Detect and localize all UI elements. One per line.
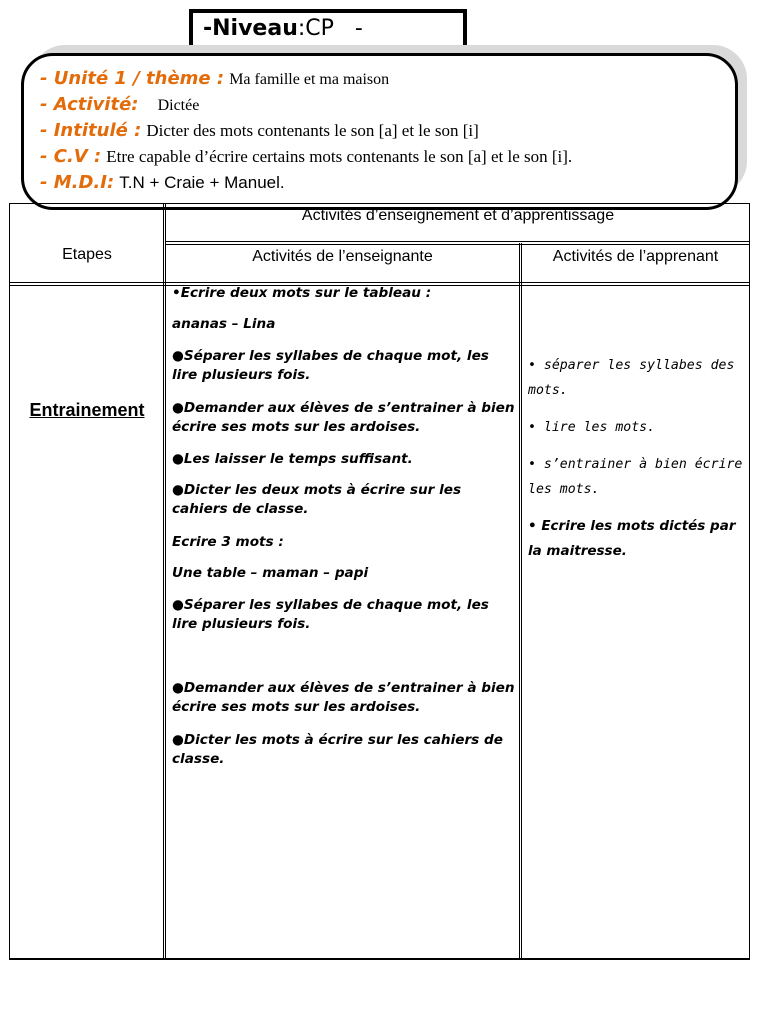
activite-label: - Activité: bbox=[40, 94, 139, 115]
cv-line bbox=[40, 144, 735, 170]
cv-value: Etre capable d’écrire certains mots contenants le son [a] et le son [i]. bbox=[106, 147, 573, 166]
unite-label: - Unité 1 / thème : bbox=[40, 68, 225, 89]
teacher-item: •Ecrire deux mots sur le tableau : bbox=[172, 285, 432, 301]
teacher-learner-divider bbox=[519, 243, 520, 960]
teacher-item: ●Demander aux élèves de s’entrainer à bien écrire ses mots sur les ardoises. bbox=[172, 400, 515, 435]
unite-line bbox=[40, 66, 735, 92]
teacher-learner-divider-inner bbox=[521, 243, 522, 960]
table-right-border bbox=[749, 203, 750, 960]
table-top-border bbox=[9, 203, 750, 204]
intitule-line bbox=[40, 118, 735, 144]
learner-item: • Ecrire les mots dictés par la maitresse. bbox=[528, 518, 736, 559]
lesson-info-box bbox=[21, 53, 738, 210]
mdi-value: T.N + Craie + Manuel. bbox=[119, 173, 285, 192]
unite-value: Ma famille et ma maison bbox=[229, 71, 390, 88]
table-left-border bbox=[9, 203, 10, 960]
learner-item: • séparer les syllabes des mots. bbox=[528, 358, 735, 398]
teacher-item: ●Dicter les mots à écrire sur les cahiers de classe. bbox=[172, 732, 503, 767]
activite-line bbox=[40, 92, 735, 118]
activite-value: Dictée bbox=[157, 97, 200, 114]
teacher-item: ●Demander aux élèves de s’entrainer à bien écrire ses mots sur les ardoises. bbox=[172, 680, 515, 715]
teacher-item: ananas – Lina bbox=[172, 316, 276, 332]
intitule-label: - Intitulé : bbox=[40, 120, 142, 141]
learner-item: • s’entrainer à bien écrire les mots. bbox=[528, 457, 743, 497]
etapes-header: Etapes bbox=[62, 246, 112, 263]
activities-header: Activités d’enseignement et d’apprentissage bbox=[301, 207, 615, 224]
teacher-item: ●Séparer les syllabes de chaque mot, les lire plusieurs fois. bbox=[172, 597, 489, 632]
learner-header: Activités de l’apprenant bbox=[552, 248, 719, 265]
teacher-item: Une table – maman – papi bbox=[172, 565, 369, 581]
teacher-item: Ecrire 3 mots : bbox=[172, 534, 284, 550]
cv-label: - C.V : bbox=[40, 146, 102, 167]
activities-header-divider-inner bbox=[165, 244, 750, 245]
teacher-item: ●Les laisser le temps suffisant. bbox=[172, 451, 413, 467]
etapes-divider bbox=[163, 203, 164, 960]
header-row-divider bbox=[9, 282, 750, 283]
activities-header-divider bbox=[165, 241, 750, 242]
niveau-value: :CP - bbox=[297, 16, 363, 41]
teacher-header: Activités de l’enseignante bbox=[252, 248, 433, 265]
intitule-value: Dicter des mots contenants le son [a] et le son [i] bbox=[146, 121, 479, 140]
niveau-label: -Niveau bbox=[203, 16, 298, 41]
learner-item: • lire les mots. bbox=[528, 420, 656, 435]
teacher-item: ●Dicter les deux mots à écrire sur les cahiers de classe. bbox=[172, 482, 462, 517]
mdi-line bbox=[40, 170, 735, 196]
etape-entrainement: Entrainement bbox=[29, 400, 145, 420]
etapes-divider-inner bbox=[165, 203, 166, 960]
teacher-item: ●Séparer les syllabes de chaque mot, les lire plusieurs fois. bbox=[172, 348, 489, 383]
table-bottom-border bbox=[9, 958, 750, 960]
mdi-label: - M.D.I: bbox=[40, 172, 115, 193]
